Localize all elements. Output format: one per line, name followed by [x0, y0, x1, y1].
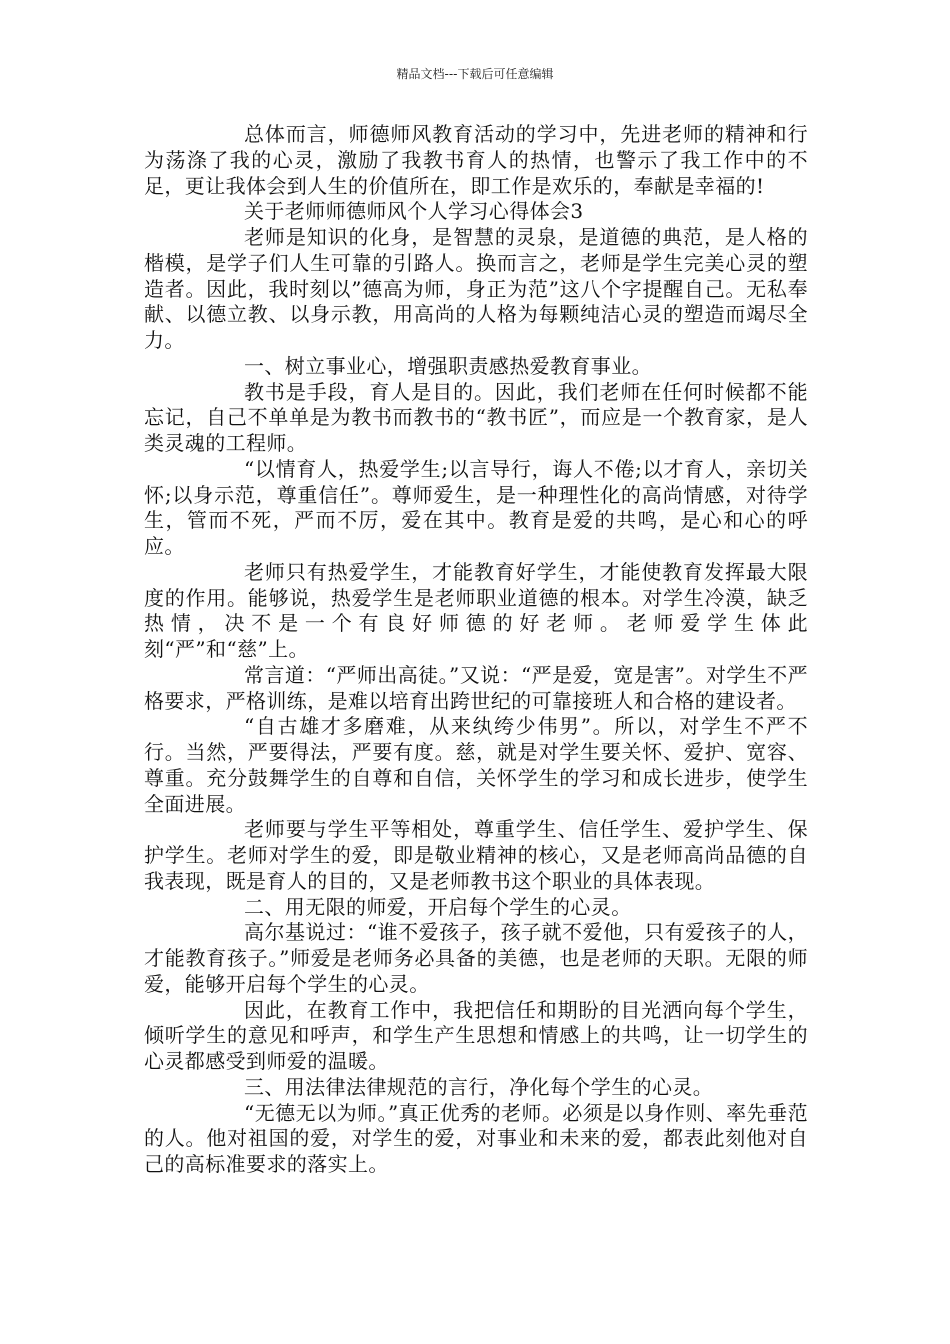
paragraph: 老师只有热爱学生，才能教育好学生，才能使教育发挥最大限度的作用。能够说，热爱学生是老师职业道德的根本。对学生冷漠，缺乏热情，决不是一个有良好师德的好老师。老师爱学生体此刻“严”和“慈”上。: [144, 559, 808, 661]
paragraph: 因此，在教育工作中，我把信任和期盼的目光洒向每个学生，倾听学生的意见和呼声，和学生产生思想和情感上的共鸣，让一切学生的心灵都感受到师爱的温暖。: [144, 997, 808, 1073]
paragraph: “无德无以为师。”真正优秀的老师。必须是以身作则、率先垂范的人。他对祖国的爱，对学生的爱，对事业和未来的爱，都表此刻他对自己的高标准要求的落实上。: [144, 1100, 808, 1176]
paragraph: 高尔基说过：“谁不爱孩子，孩子就不爱他，只有爱孩子的人，才能教育孩子。”师爱是老师务必具备的美德，也是老师的天职。无限的师爱，能够开启每个学生的心灵。: [144, 920, 808, 996]
document-body: [144, 122, 808, 1178]
heading-part-three: 三、用法律法律规范的言行，净化每个学生的心灵。: [244, 1074, 714, 1099]
paragraph: 老师要与学生平等相处，尊重学生、信任学生、爱护学生、保护学生。老师对学生的爱，即是敬业精神的核心，又是老师高尚品德的自我表现，既是育人的目的，又是老师教书这个职业的具体表现。: [144, 817, 808, 893]
paragraph: 教书是手段，育人是目的。因此，我们老师在任何时候都不能忘记，自己不单单是为教书而教书的“教书匠”，而应是一个教育家，是人类灵魂的工程师。: [144, 379, 808, 455]
paragraph-intro: 老师是知识的化身，是智慧的灵泉，是道德的典范，是人格的楷模，是学子们人生可靠的引路人。换而言之，老师是学生完美心灵的塑造者。因此，我时刻以”德高为师，身正为范”这八个字提醒自己。无私奉献、以德立教、以身示教，用高尚的人格为每颗纯洁心灵的塑造而竭尽全力。: [144, 225, 808, 352]
section-title: 关于老师师德师风个人学习心得体会3: [244, 199, 584, 224]
paragraph: “以情育人，热爱学生;以言导行，诲人不倦;以才育人，亲切关怀;以身示范，尊重信任”。尊师爱生，是一种理性化的高尚情感，对待学生，管而不死，严而不厉，爱在其中。教育是爱的共鸣，是心和心的呼应。: [144, 456, 808, 558]
page-header: 精品文档---下载后可任意编辑: [396, 67, 554, 81]
paragraph-conclusion: 总体而言，师德师风教育活动的学习中，先进老师的精神和行为荡涤了我的心灵，激励了我教书育人的热情，也警示了我工作中的不足，更让我体会到人生的价值所在，即工作是欢乐的，奉献是幸福的!: [144, 122, 808, 198]
heading-part-one: 一、树立事业心，增强职责感热爱教育事业。: [244, 353, 652, 378]
heading-part-two: 二、用无限的师爱，开启每个学生的心灵。: [244, 894, 632, 919]
paragraph: “自古雄才多磨难，从来纨绔少伟男”。所以，对学生不严不行。当然，严要得法，严要有度。慈，就是对学生要关怀、爱护、宽容、尊重。充分鼓舞学生的自尊和自信，关怀学生的学习和成长进步，使学生全面进展。: [144, 714, 808, 816]
paragraph: 常言道：“严师出高徒。”又说：“严是爱，宽是害”。对学生不严格要求，严格训练，是难以培育出跨世纪的可靠接班人和合格的建设者。: [144, 662, 808, 713]
